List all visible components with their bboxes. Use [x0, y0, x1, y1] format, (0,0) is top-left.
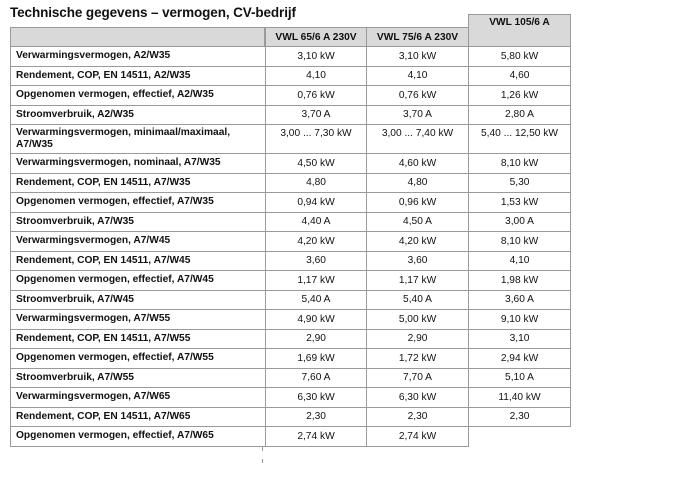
- value-cell: 1,72 kW: [366, 348, 469, 369]
- row-label: Opgenomen vermogen, effectief, A7/W45: [10, 270, 266, 291]
- value-cell: 9,10 kW: [468, 309, 571, 330]
- value-cell: 3,00 ... 7,40 kW: [366, 124, 469, 154]
- row-label: Rendement, COP, EN 14511, A7/W55: [10, 329, 266, 350]
- value-cell: 8,10 kW: [468, 153, 571, 174]
- value-cell: 6,30 kW: [265, 387, 367, 408]
- separator-mark: [262, 459, 263, 463]
- row-label: Rendement, COP, EN 14511, A2/W35: [10, 66, 266, 87]
- value-cell: 5,10 A: [468, 368, 571, 389]
- row-label: Verwarmingsvermogen, A2/W35: [10, 46, 266, 67]
- value-cell: 1,26 kW: [468, 85, 571, 106]
- value-cell: 5,80 kW: [468, 46, 571, 67]
- value-cell: 3,60: [366, 251, 469, 272]
- column-header: VWL 105/6 A: [468, 14, 571, 47]
- row-label: Opgenomen vermogen, effectief, A7/W35: [10, 192, 266, 213]
- value-cell: 4,20 kW: [366, 231, 469, 252]
- value-cell: 4,10: [468, 251, 571, 272]
- value-cell: 2,80 A: [468, 105, 571, 126]
- value-cell: 2,74 kW: [366, 426, 469, 447]
- value-cell: 2,74 kW: [265, 426, 367, 447]
- value-cell: 0,76 kW: [265, 85, 367, 106]
- value-cell: 3,60 A: [468, 290, 571, 311]
- value-cell: 4,80: [366, 173, 469, 194]
- value-cell: 3,10: [468, 329, 571, 350]
- value-cell: 5,00 kW: [366, 309, 469, 330]
- value-cell: 0,94 kW: [265, 192, 367, 213]
- value-cell: 4,20 kW: [265, 231, 367, 252]
- value-cell: 3,10 kW: [265, 46, 367, 67]
- value-cell: 1,69 kW: [265, 348, 367, 369]
- row-label: Stroomverbruik, A7/W55: [10, 368, 266, 389]
- value-cell: 0,96 kW: [366, 192, 469, 213]
- row-label: Rendement, COP, EN 14511, A7/W45: [10, 251, 266, 272]
- row-label: Stroomverbruik, A7/W45: [10, 290, 266, 311]
- value-cell: 1,17 kW: [366, 270, 469, 291]
- value-cell: 4,10: [366, 66, 469, 87]
- value-cell: 3,70 A: [265, 105, 367, 126]
- value-cell: 5,40 ... 12,50 kW: [468, 124, 571, 154]
- row-label: Stroomverbruik, A7/W35: [10, 212, 266, 233]
- value-cell: 1,17 kW: [265, 270, 367, 291]
- value-cell: 4,10: [265, 66, 367, 87]
- row-label: Verwarmingsvermogen, A7/W65: [10, 387, 266, 408]
- row-label: Rendement, COP, EN 14511, A7/W35: [10, 173, 266, 194]
- row-label: Verwarmingsvermogen, A7/W55: [10, 309, 266, 330]
- row-label: Verwarmingsvermogen, A7/W45: [10, 231, 266, 252]
- value-cell: 3,60: [265, 251, 367, 272]
- value-cell: 6,30 kW: [366, 387, 469, 408]
- value-cell: 7,70 A: [366, 368, 469, 389]
- value-cell: 4,50 A: [366, 212, 469, 233]
- row-label: Rendement, COP, EN 14511, A7/W65: [10, 407, 266, 428]
- value-cell: 4,80: [265, 173, 367, 194]
- value-cell: 2,30: [468, 407, 571, 428]
- column-header: VWL 65/6 A 230V: [265, 27, 367, 47]
- value-cell: 4,60 kW: [366, 153, 469, 174]
- value-cell: 5,40 A: [265, 290, 367, 311]
- row-label: Verwarmingsvermogen, nominaal, A7/W35: [10, 153, 266, 174]
- value-cell: 2,90: [265, 329, 367, 350]
- value-cell: 4,90 kW: [265, 309, 367, 330]
- page-title: Technische gegevens – vermogen, CV-bedrijf: [10, 5, 296, 20]
- value-cell: 11,40 kW: [468, 387, 571, 408]
- value-cell: 1,98 kW: [468, 270, 571, 291]
- value-cell: 3,70 A: [366, 105, 469, 126]
- column-header: VWL 75/6 A 230V: [366, 27, 469, 47]
- value-cell: 2,94 kW: [468, 348, 571, 369]
- value-cell: 4,60: [468, 66, 571, 87]
- separator-mark: [262, 447, 263, 451]
- row-label: Verwarmingsvermogen, minimaal/maximaal, A7/W35: [10, 124, 266, 154]
- value-cell: 5,40 A: [366, 290, 469, 311]
- value-cell: 0,76 kW: [366, 85, 469, 106]
- value-cell: 2,90: [366, 329, 469, 350]
- value-cell: 5,30: [468, 173, 571, 194]
- value-cell: 2,30: [366, 407, 469, 428]
- value-cell: 4,40 A: [265, 212, 367, 233]
- row-label: Stroomverbruik, A2/W35: [10, 105, 266, 126]
- value-cell: 4,50 kW: [265, 153, 367, 174]
- value-cell: 3,00 A: [468, 212, 571, 233]
- value-cell: 8,10 kW: [468, 231, 571, 252]
- value-cell: 3,00 ... 7,30 kW: [265, 124, 367, 154]
- value-cell: 2,30: [265, 407, 367, 428]
- header-empty-cell: [10, 27, 265, 47]
- value-cell: 3,10 kW: [366, 46, 469, 67]
- row-label: Opgenomen vermogen, effectief, A7/W65: [10, 426, 266, 447]
- value-cell: 7,60 A: [265, 368, 367, 389]
- row-label: Opgenomen vermogen, effectief, A2/W35: [10, 85, 266, 106]
- row-label: Opgenomen vermogen, effectief, A7/W55: [10, 348, 266, 369]
- value-cell: 1,53 kW: [468, 192, 571, 213]
